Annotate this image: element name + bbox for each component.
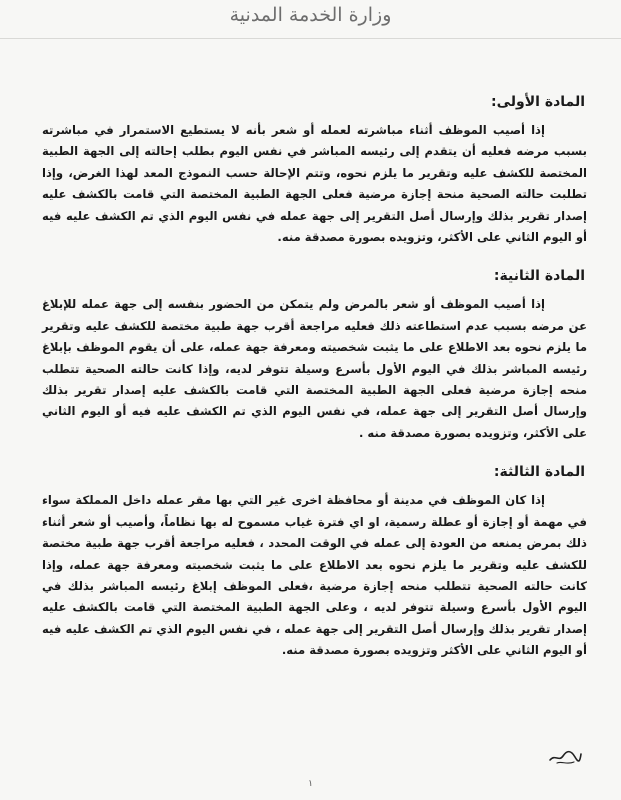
article-3-heading: المادة الثالثة: — [493, 464, 585, 481]
article-3-body: إذا كان الموظف في مدينة أو محافظة اخرى غير التي بها مقر عمله داخل المملكة سواء في مهمة أو إجازة أو عطلة رسمية، او اي فترة غياب مسموح له بها نظاماً، وأصيب أو شعر أثناء ذلك بمرض يمنعه من العودة إلى عمله في الوقت المحدد ، فعليه مراجعة أقرب جهة طبية مختصة للكشف عليه وتقرير ما يلزم نحوه بعد الاطلاع على ما يثبت شخصيته ومعرفة جهة عمله، وإذا كانت حالته الصحية تتطلب منحه إجازة مرضية ،فعلى الموظف إبلاغ رئيسه المباشر بذلك في اليوم الأول بأسرع وسيلة تتوفر لديه ، وعلى الجهة الطبية المختصة التي قامت بالكشف عليه إصدار تقرير بذلك وإرسال أصل التقرير إلى جهة عمله ، في نفس اليوم الذي تم الكشف عليه فيه أو اليوم الثاني على الأكثر وتزويده بصورة مصدقة منه. — [42, 493, 587, 658]
document-body — [42, 92, 587, 680]
article-3 — [42, 462, 587, 661]
article-1 — [42, 92, 587, 248]
handwritten-signature — [547, 744, 583, 768]
page-number: ١ — [308, 779, 313, 789]
article-2 — [42, 266, 587, 444]
ministry-header-title: وزارة الخدمة المدنية — [229, 4, 392, 26]
article-1-heading: المادة الأولى: — [491, 94, 585, 110]
article-2-heading: المادة الثانية: — [493, 268, 585, 285]
header-divider — [0, 38, 621, 39]
article-1-body: إذا أصيب الموظف أثناء مباشرته لعمله أو شعر بأنه لا يستطيع الاستمرار في مباشرته بسبب مرضه فعليه أن يتقدم إلى رئيسه المباشر في نفس اليوم بطلب إحالته إلى الجهة الطبية المختصة للكشف عليه وتقرير ما يلزم نحوه، وتتم الإحالة حسب النموذج المعد لهذا الغرض، وإذا تطلبت حالته الصحية منحة إجازة مرضية فعلى الجهة الطبية المختصة التي قامت بالكشف عليه إصدار تقرير بذلك وإرسال أصل التقرير إلى جهة عمله في نفس اليوم الذي تم الكشف عليه فيه أو اليوم الثاني على الأكثر، وتزويده بصورة مصدقة منه. — [42, 123, 587, 245]
article-2-body: إذا أصيب الموظف أو شعر بالمرض ولم يتمكن من الحضور بنفسه إلى جهة عمله للإبلاغ عن مرضه بسبب عدم استطاعته ذلك فعليه مراجعة أقرب جهة طبية مختصة للكشف عليه وتقرير ما يلزم نحوه بعد الاطلاع على ما يثبت شخصيته ومعرفة جهة عمله، على أن يقوم الموظف بإبلاغ رئيسه المباشر بذلك في اليوم الأول بأسرع وسيلة تتوفر لديه، وإذا كانت حالته الصحية تتطلب منحه إجازة مرضية فعلى الجهة الطبية المختصة التي قامت بالكشف عليه إصدار تقرير بذلك وإرسال أصل التقرير إلى جهة عمله، في نفس اليوم الذي تم الكشف عليه فيه أو اليوم الثاني على الأكثر، وتزويده بصورة مصدقة منه . — [42, 297, 587, 440]
